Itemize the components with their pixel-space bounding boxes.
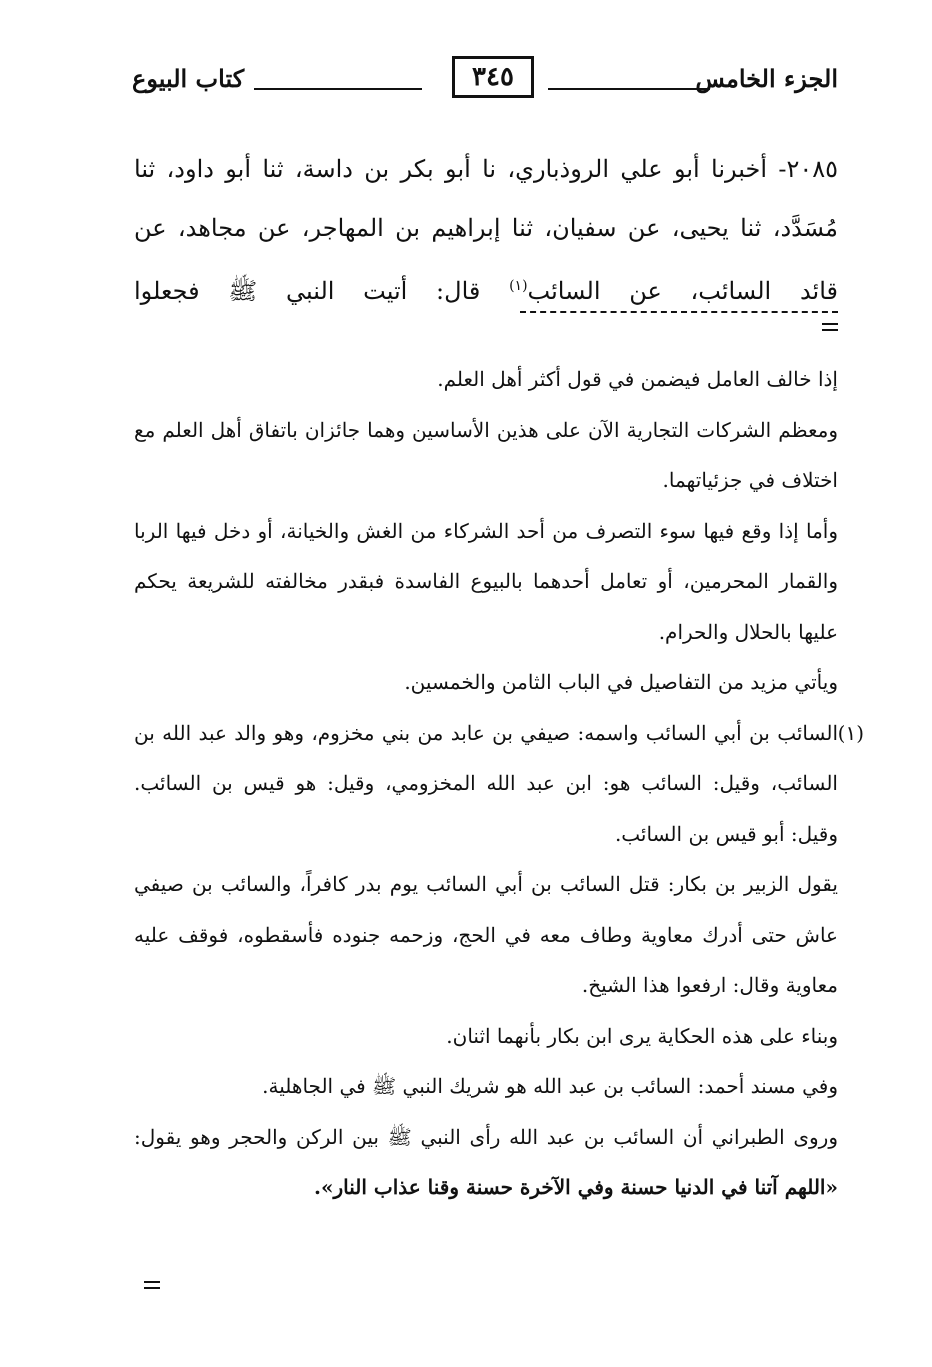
footnote-mark: (١) bbox=[837, 720, 864, 745]
footnote-zubair: يقول الزبير بن بكار: قتل السائب بن أبي السائب يوم بدر كافراً، والسائب بن صيفي عاش حتى أدرك معاوية وطاف معه في الحج، وزحمه جنوده فأسقطوه، فوقف عليه معاوية وقال: ارفعوا هذا الشيخ. bbox=[134, 872, 838, 997]
footnotes bbox=[134, 354, 864, 1213]
hadith-text bbox=[134, 140, 838, 321]
continuation-mark bbox=[822, 323, 838, 331]
header-rule-right bbox=[548, 88, 710, 90]
commentary-line: ويأتي مزيد من التفاصيل في الباب الثامن والخمسين. bbox=[404, 670, 838, 694]
running-header bbox=[132, 56, 838, 100]
footnote-musnad: وفي مسند أحمد: السائب بن عبد الله هو شريك النبي ﷺ في الجاهلية. bbox=[262, 1074, 838, 1098]
hadith-paragraph: ٢٠٨٥- أخبرنا أبو علي الروذباري، نا أبو بكر بن داسة، ثنا أبو داود، ثنا مُسَدَّد، ثنا يحيى، عن سفيان، ثنا إبراهيم بن المهاجر، عن مجاهد، عن قائد السائب، عن السائب$^{(١)}$ قال: أتيت النبي ﷺ فجعلوا bbox=[134, 155, 838, 305]
footnote-conclusion: وبناء على هذه الحكاية يرى ابن بكار بأنهما اثنان. bbox=[446, 1023, 838, 1048]
footnote-reference: (١) bbox=[509, 278, 528, 294]
commentary-line: إذا خالف العامل فيضمن في قول أكثر أهل العلم. bbox=[437, 367, 838, 391]
commentary-line: ومعظم الشركات التجارية الآن على هذين الأساسين وهما جائزان باتفاق أهل العلم مع اختلاف في جزئياتهما. bbox=[134, 417, 838, 492]
dua-quote: «اللهم آتنا في الدنيا حسنة وفي الآخرة حسنة وقنا عذاب النار». bbox=[314, 1175, 838, 1199]
commentary-line: وأما إذا وقع فيها سوء التصرف من أحد الشركاء من الغش والخيانة، أو دخل فيها الربا والقمار المحرمين، أو تعامل أحدهما بالبيوع الفاسدة فبقدر مخالفته للشريعة يحكم عليها بالحلال والحرام. bbox=[134, 518, 838, 644]
footnote-tabarani: وروى الطبراني أن السائب بن عبد الله رأى النبي ﷺ بين الركن والحجر وهو يقول: «اللهم آتنا في الدنيا حسنة وفي الآخرة حسنة وقنا عذاب النار». bbox=[134, 1124, 838, 1199]
header-rule-left bbox=[254, 88, 422, 90]
book-title: كتاب البيوع bbox=[132, 64, 245, 93]
footnote-separator bbox=[520, 311, 838, 313]
end-mark bbox=[144, 1281, 160, 1289]
volume-title: الجزء الخامس bbox=[695, 64, 838, 93]
page-number: ٣٤٥ bbox=[452, 56, 534, 98]
footnote-intro: السائب بن أبي السائب واسمه: صيفي بن عابد من بني مخزوم، وهو والد عبد الله بن السائب، وقيل: السائب هو: ابن عبد الله المخزومي، وقيل: هو قيس بن السائب. وقيل: أبو قيس بن السائب. bbox=[134, 720, 838, 846]
footnote-1 bbox=[134, 708, 864, 860]
